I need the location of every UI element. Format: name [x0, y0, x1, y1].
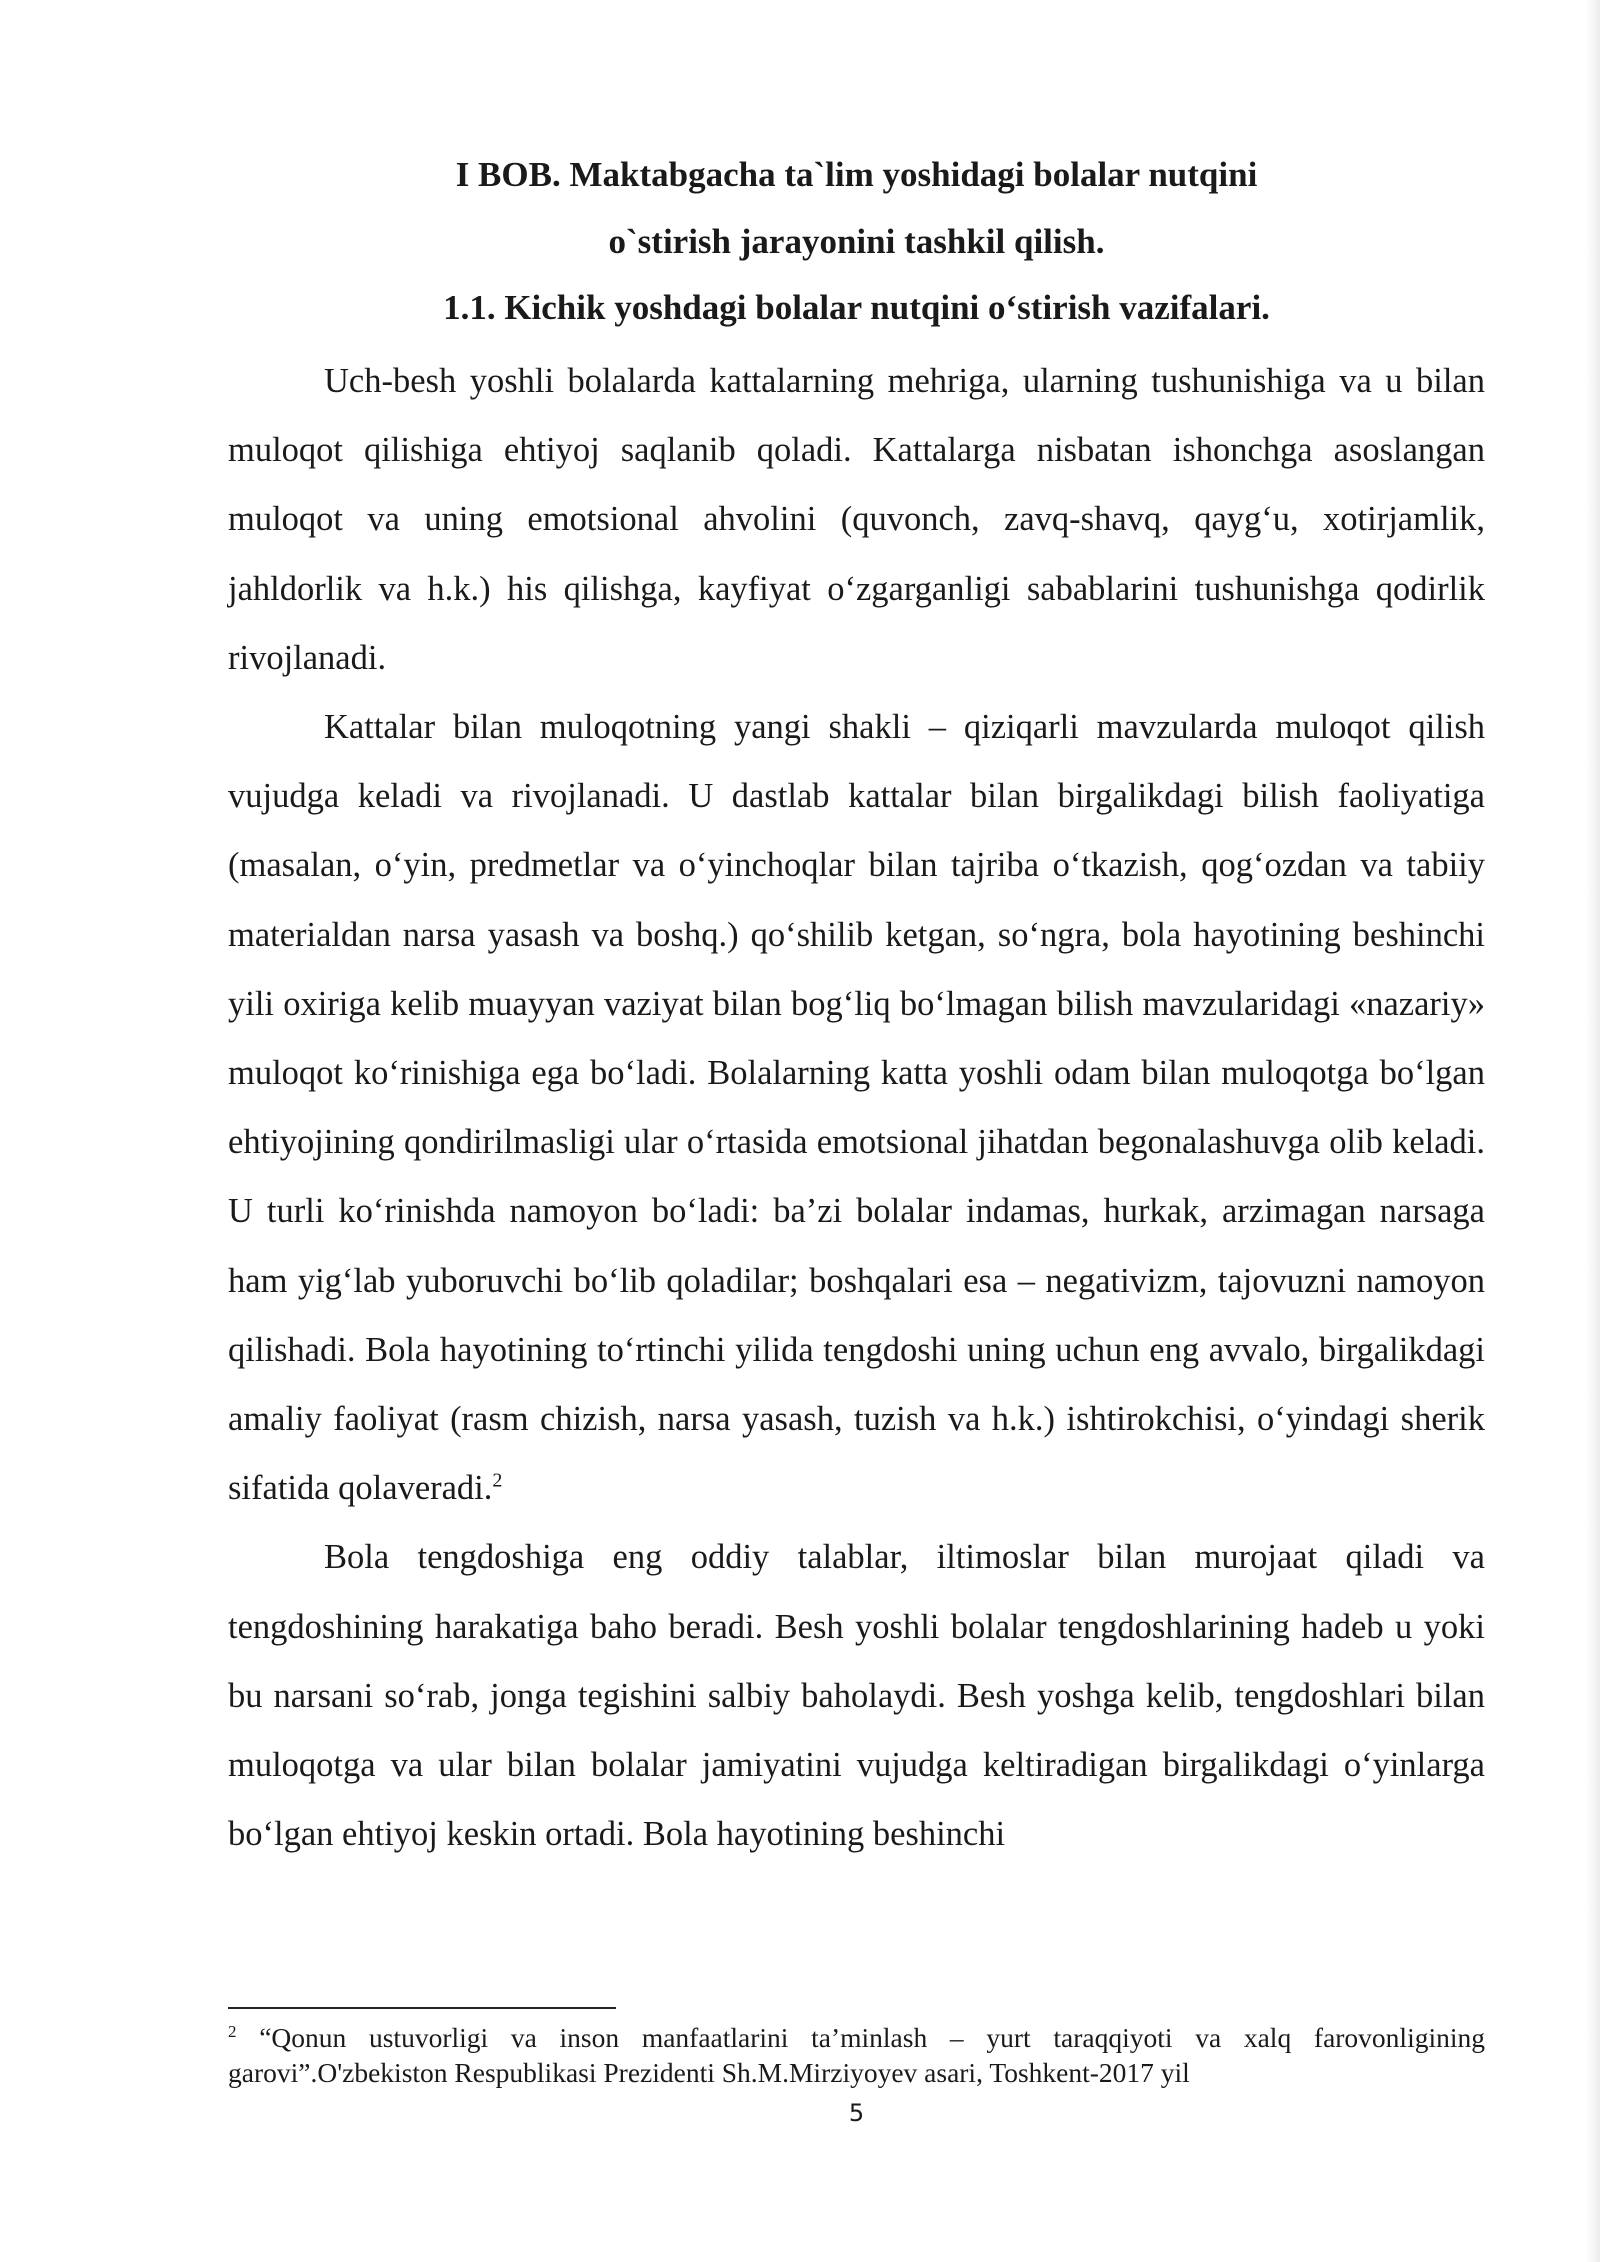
paragraph-2 — [228, 693, 1485, 1523]
footnote-text: “Qonun ustuvorligi va inson manfaatlarini ta’minlash – yurt taraqqiyoti va xalq farovonligining garovi”.O'zbekiston Respublikasi Prezidenti Sh.M.Mirziyoyev asari, Toshkent-2017 yil — [228, 2022, 1485, 2088]
footnote-reference[interactable]: 2 — [492, 1469, 503, 1492]
paragraph-1 — [228, 347, 1485, 693]
paragraph-1-text: Uch-besh yoshli bolalarda kattalarning mehriga, ularning tushunishiga va u bilan muloqot qilishiga ehtiyoj saqlanib qoladi. Kattalarga nisbatan ishonchga asoslangan muloqot va uning emotsional ahvolini (quvonch, zavq-shavq, qayg‘u, xotirjamlik, jahldorlik va h.k.) his qilishga, kayfiyat o‘zgarganligi sabablarini tushunishga qodirlik rivojlanadi. — [228, 362, 1485, 677]
section-title: 1.1. Kichik yoshdagi bolalar nutqini o‘stirish vazifalari. — [443, 288, 1270, 327]
paragraph-2-text: Kattalar bilan muloqotning yangi shakli – qiziqarli mavzularda muloqot qilish vujudga keladi va rivojlanadi. U dastlab kattalar bilan birgalikdagi bilish faoliyatiga (masalan, o‘yin, predmetlar va o‘yinchoqlar bilan tajriba o‘tkazish, qog‘ozdan va tabiiy materialdan narsa yasash va boshq.) qo‘shilib ketgan, so‘ngra, bola hayotining beshinchi yili oxiriga kelib muayyan vaziyat bilan bog‘liq bo‘lmagan bilish mavzularidagi «nazariy» muloqot ko‘rinishiga ega bo‘ladi. Bolalarning katta yoshli odam bilan muloqotga bo‘lgan ehtiyojining qondirilmasligi ular o‘rtasida emotsional jihatdan begonalashuvga olib keladi. U turli ko‘rinishda namoyon bo‘ladi: ba’zi bolalar indamas, hurkak, arzimagan narsaga ham yig‘lab yuboruvchi bo‘lib qoladilar; boshqalari esa – negativizm, tajovuzni namoyon qilishadi. Bola hayotining to‘rtinchi yilida tengdoshi uning uchun eng avvalo, birgalikdagi amaliy faoliyat (rasm chizish, narsa yasash, tuzish va h.k.) ishtirokchisi, o‘yindagi sherik sifatida qolaveradi. — [228, 708, 1485, 1508]
paragraph-3-text: Bola tengdoshiga eng oddiy talablar, iltimoslar bilan murojaat qiladi va tengdoshining harakatiga baho beradi. Besh yoshli bolalar tengdoshlarining hadeb u yoki bu narsani so‘rab, jonga tegishini salbiy baholaydi. Besh yoshga kelib, tengdoshlari bilan muloqotga va ular bilan bolalar jamiyatini vujudga keltiradigan birgalikdagi o‘yinlarga bo‘lgan ehtiyoj keskin ortadi. Bola hayotining beshinchi — [228, 1538, 1485, 1854]
paragraph-3 — [228, 1523, 1485, 1869]
body-text — [228, 347, 1485, 1869]
footnote — [228, 2020, 1485, 2090]
footnote-separator — [228, 2007, 616, 2009]
page-number: 5 — [848, 2099, 865, 2127]
footnote-number: 2 — [228, 2021, 237, 2041]
chapter-title: I BOB. Maktabgacha ta`lim yoshidagi bolalar nutqini — [455, 155, 1258, 194]
page-edge-shadow — [1586, 0, 1600, 2262]
chapter-title-continued: o`stirish jarayonini tashkil qilish. — [608, 222, 1105, 261]
